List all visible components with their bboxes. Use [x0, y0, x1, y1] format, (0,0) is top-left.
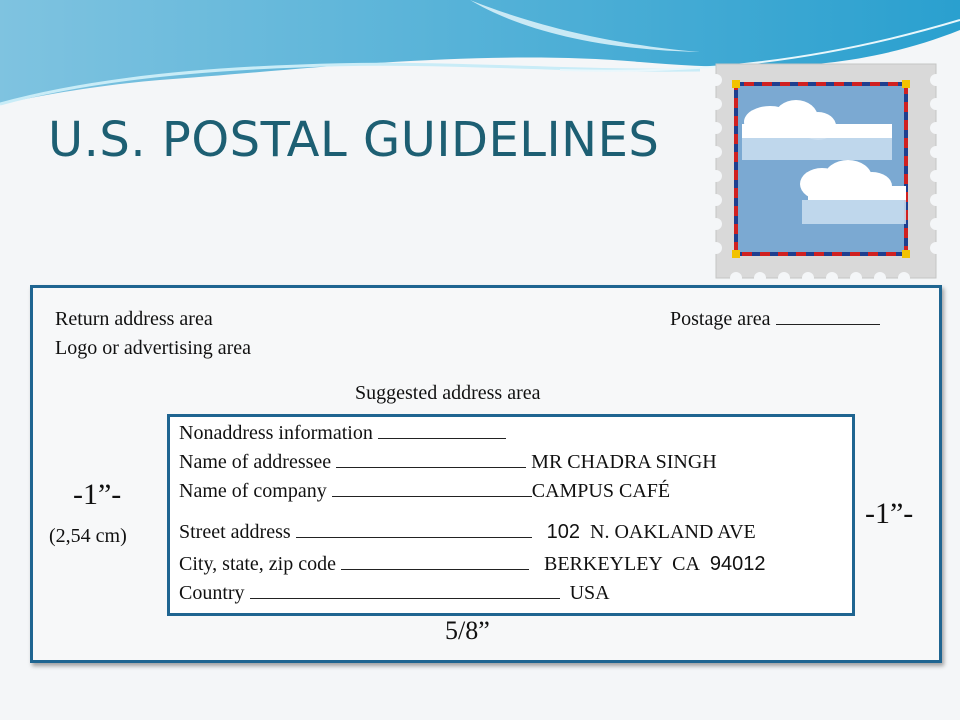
postage-stamp-icon	[712, 60, 940, 282]
postage-area-label: Postage area	[670, 308, 880, 331]
page-title: U.S. POSTAL GUIDELINES	[48, 112, 660, 168]
address-row-country: Country USA	[179, 582, 610, 604]
address-row-nonaddress: Nonaddress information	[179, 422, 506, 445]
address-row-city: City, state, zip code BERKEYLEY CA 94012	[179, 553, 766, 575]
address-row-addressee: Name of addressee MR CHADRA SINGH	[179, 451, 717, 473]
address-box	[167, 414, 855, 616]
logo-area-label: Logo or advertising area	[55, 337, 252, 359]
right-margin-label: -1”-	[865, 497, 914, 530]
return-address-label: Return address area	[55, 308, 213, 330]
left-margin-label: -1”-	[73, 478, 122, 511]
address-row-company: Name of company CAMPUS CAFÉ	[179, 480, 671, 502]
bottom-margin-label: 5/8”	[445, 616, 490, 645]
envelope-diagram	[30, 285, 942, 663]
suggested-address-label: Suggested address area	[355, 382, 541, 404]
address-row-street: Street address 102 N. OAKLAND AVE	[179, 521, 756, 543]
left-margin-cm: (2,54 cm)	[49, 525, 127, 547]
